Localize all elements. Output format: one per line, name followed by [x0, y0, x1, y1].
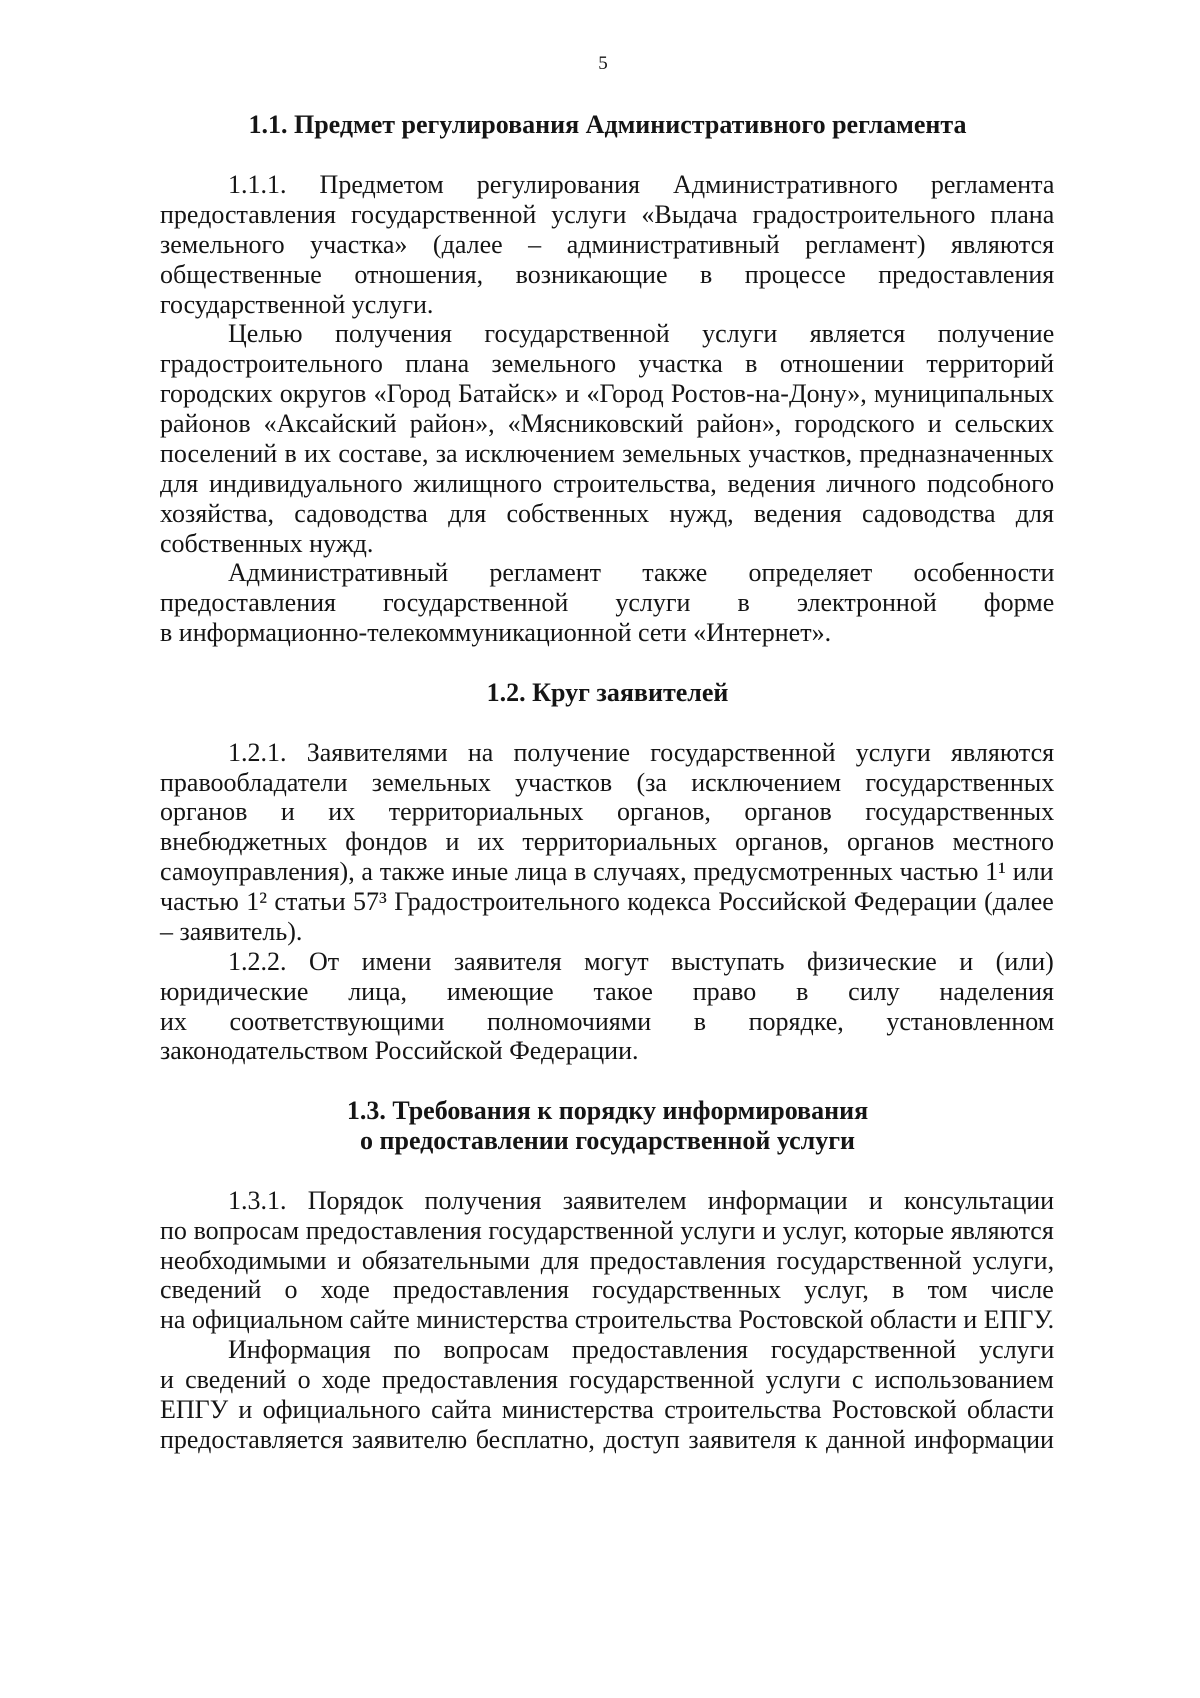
section-1-3 [160, 1096, 1055, 1455]
paragraph-line: 1.1.1. Предметом регулирования Административного регламента [228, 170, 1055, 200]
paragraph-line: самоуправления), а также иные лица в случаях, предусмотренных частью 1¹ или [160, 857, 1054, 887]
paragraph-line: ЕПГУ и официального сайта министерства строительства Ростовской области [160, 1394, 1054, 1424]
paragraph-line: районов «Аксайский район», «Мясниковский район», городского и сельских [160, 409, 1054, 439]
paragraph-line: земельного участка» (далее – административный регламент) являются [160, 229, 1055, 259]
paragraph-line: 1.2.1. Заявителями на получение государственной услуги являются [228, 737, 1055, 767]
paragraph-line: хозяйства, садоводства для собственных нужд, ведения садоводства для [160, 498, 1054, 528]
paragraph-line: необходимыми и обязательными для предоставления государственной услуги, [160, 1245, 1055, 1275]
section-1-2 [160, 678, 1055, 1066]
paragraph-line: органов и их территориальных органов, органов государственных [160, 797, 1055, 827]
section-heading: о предоставлении государственной услуги [360, 1126, 855, 1156]
paragraph-line: градостроительного плана земельного участка в отношении территорий [160, 349, 1055, 379]
page-number: 5 [598, 53, 608, 74]
paragraph-line: внебюджетных фондов и их территориальных органов, органов местного [160, 827, 1054, 857]
paragraph-line: поселений в их составе, за исключением земельных участков, предназначенных [160, 438, 1054, 468]
section-heading: 1.1. Предмет регулирования Административного регламента [248, 110, 967, 140]
paragraph-line: Административный регламент также определяет особенности [228, 558, 1055, 588]
paragraph-line: их соответствующими полномочиями в порядке, установленном [160, 1006, 1055, 1036]
paragraph-line: государственной услуги. [160, 289, 434, 319]
paragraph [160, 1186, 1055, 1335]
paragraph [160, 738, 1055, 947]
paragraph-line: сведений о ходе предоставления государственных услуг, в том числе [160, 1275, 1054, 1305]
section-heading: 1.3. Требования к порядку информирования [346, 1096, 869, 1126]
paragraph-line: предоставляется заявителю бесплатно, доступ заявителя к данной информации [160, 1424, 1054, 1454]
paragraph-line: предоставления государственной услуги «Выдача градостроительного плана [160, 199, 1055, 229]
paragraph [160, 170, 1055, 319]
paragraph-line: общественные отношения, возникающие в процессе предоставления [160, 259, 1055, 289]
paragraph-line: в информационно-телекоммуникационной сети «Интернет». [160, 618, 832, 648]
paragraph-line: Информация по вопросам предоставления государственной услуги [228, 1335, 1055, 1365]
section-1-1 [160, 110, 1055, 648]
paragraph-line: частью 1² статьи 57³ Градостроительного кодекса Российской Федерации (далее [160, 887, 1054, 917]
paragraph-line: и сведений о ходе предоставления государственной услуги с использованием [160, 1365, 1054, 1395]
document-body [160, 110, 1055, 1454]
paragraph-line: юридические лица, имеющие такое право в силу наделения [160, 976, 1054, 1006]
paragraph [160, 1335, 1055, 1455]
paragraph-line: предоставления государственной услуги в электронной форме [160, 588, 1055, 618]
paragraph-line: – заявитель). [160, 916, 303, 946]
paragraph-line: правообладатели земельных участков (за исключением государственных [160, 767, 1055, 797]
paragraph-line: 1.2.2. От имени заявителя могут выступать физические и (или) [228, 946, 1054, 976]
section-heading: 1.2. Круг заявителей [486, 677, 729, 707]
paragraph [160, 947, 1055, 1067]
paragraph-line: по вопросам предоставления государственной услуги и услуг, которые являются [160, 1215, 1054, 1245]
paragraph [160, 558, 1055, 648]
paragraph-line: Целью получения государственной услуги является получение [228, 319, 1055, 349]
paragraph-line: городских округов «Город Батайск» и «Город Ростов-на-Дону», муниципальных [160, 379, 1054, 409]
paragraph-line: собственных нужд. [160, 528, 374, 558]
paragraph-line: для индивидуального жилищного строительства, ведения личного подсобного [160, 468, 1055, 498]
paragraph-line: на официальном сайте министерства строительства Ростовской области и ЕПГУ. [160, 1305, 1055, 1335]
paragraph [160, 319, 1055, 558]
paragraph-line: 1.3.1. Порядок получения заявителем информации и консультации [228, 1185, 1055, 1215]
paragraph-line: законодательством Российской Федерации. [160, 1036, 639, 1066]
